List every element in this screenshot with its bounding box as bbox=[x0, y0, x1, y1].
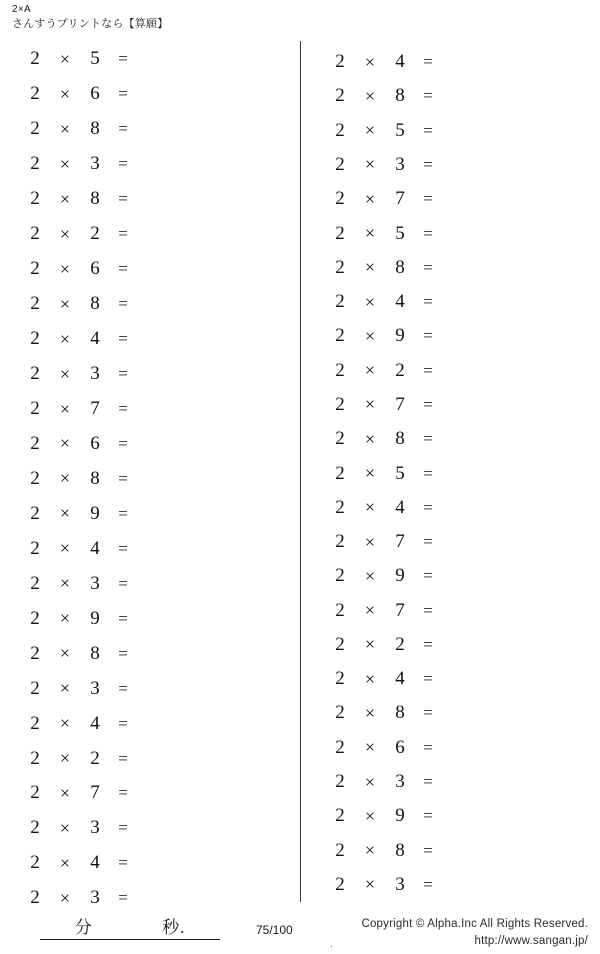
multiply-icon: × bbox=[59, 608, 71, 629]
operand-first: 2 bbox=[30, 817, 40, 839]
equals-sign: = bbox=[423, 463, 433, 483]
equals-sign: = bbox=[118, 643, 128, 663]
multiply-icon: × bbox=[364, 85, 376, 106]
problem-row bbox=[22, 252, 300, 287]
time-record-field[interactable] bbox=[40, 913, 220, 940]
multiply-icon: × bbox=[364, 428, 376, 449]
operand-first: 2 bbox=[30, 258, 40, 280]
multiply-icon: × bbox=[364, 223, 376, 244]
multiply-icon: × bbox=[364, 154, 376, 175]
operand-second: 8 bbox=[395, 839, 405, 861]
equals-sign: = bbox=[118, 119, 128, 139]
operand-first: 2 bbox=[30, 712, 40, 734]
equals-sign: = bbox=[118, 468, 128, 488]
problem-row bbox=[22, 287, 300, 322]
operand-first: 2 bbox=[30, 782, 40, 804]
operand-second: 4 bbox=[395, 51, 405, 73]
multiply-icon: × bbox=[59, 748, 71, 769]
problem-row bbox=[327, 182, 600, 216]
operand-second: 3 bbox=[90, 677, 100, 699]
problem-row bbox=[327, 354, 600, 388]
problem-row bbox=[327, 696, 600, 730]
operand-first: 2 bbox=[335, 805, 345, 827]
operand-second: 8 bbox=[395, 85, 405, 107]
operand-first: 2 bbox=[30, 328, 40, 350]
multiply-icon: × bbox=[364, 325, 376, 346]
operand-second: 4 bbox=[395, 291, 405, 313]
equals-sign: = bbox=[118, 853, 128, 873]
operand-second: 3 bbox=[395, 771, 405, 793]
operand-first: 2 bbox=[335, 428, 345, 450]
operand-second: 8 bbox=[90, 293, 100, 315]
equals-sign: = bbox=[118, 818, 128, 838]
multiply-icon: × bbox=[59, 153, 71, 174]
equals-sign: = bbox=[118, 608, 128, 628]
problem-row bbox=[22, 461, 300, 496]
equals-sign: = bbox=[423, 86, 433, 106]
equals-sign: = bbox=[423, 223, 433, 243]
equals-sign: = bbox=[118, 783, 128, 803]
problem-row bbox=[327, 79, 600, 113]
equals-sign: = bbox=[423, 429, 433, 449]
operand-second: 5 bbox=[395, 462, 405, 484]
equals-sign: = bbox=[423, 806, 433, 826]
multiply-icon: × bbox=[364, 394, 376, 415]
equals-sign: = bbox=[118, 503, 128, 523]
operand-first: 2 bbox=[30, 48, 40, 70]
multiply-icon: × bbox=[59, 258, 71, 279]
equals-sign: = bbox=[118, 888, 128, 908]
multiply-icon: × bbox=[364, 702, 376, 723]
operand-first: 2 bbox=[335, 256, 345, 278]
operand-second: 5 bbox=[395, 119, 405, 141]
site-url: http://www.sangan.jp/ bbox=[474, 935, 588, 947]
operand-first: 2 bbox=[335, 153, 345, 175]
operand-first: 2 bbox=[335, 496, 345, 518]
operand-first: 2 bbox=[335, 119, 345, 141]
equals-sign: = bbox=[423, 292, 433, 312]
multiply-icon: × bbox=[59, 328, 71, 349]
multiply-icon: × bbox=[59, 398, 71, 419]
operand-first: 2 bbox=[335, 873, 345, 895]
equals-sign: = bbox=[118, 329, 128, 349]
operand-second: 9 bbox=[90, 502, 100, 524]
multiply-icon: × bbox=[364, 188, 376, 209]
page-footer bbox=[0, 910, 600, 954]
operand-second: 8 bbox=[395, 256, 405, 278]
problem-row bbox=[22, 42, 300, 77]
operand-second: 3 bbox=[90, 817, 100, 839]
equals-sign: = bbox=[423, 600, 433, 620]
operand-second: 7 bbox=[395, 188, 405, 210]
multiply-icon: × bbox=[364, 565, 376, 586]
equals-sign: = bbox=[423, 394, 433, 414]
problem-row bbox=[22, 776, 300, 811]
equals-sign: = bbox=[423, 360, 433, 380]
multiply-icon: × bbox=[364, 257, 376, 278]
footer-dot: . bbox=[330, 939, 333, 950]
operand-second: 3 bbox=[90, 887, 100, 909]
problem-row bbox=[327, 285, 600, 319]
problem-row bbox=[22, 112, 300, 147]
problem-row bbox=[22, 77, 300, 112]
operand-second: 5 bbox=[395, 222, 405, 244]
worksheet-subtitle: さんすうプリントなら【算願】 bbox=[12, 17, 169, 30]
multiply-icon: × bbox=[364, 600, 376, 621]
operand-second: 3 bbox=[395, 873, 405, 895]
multiply-icon: × bbox=[364, 737, 376, 758]
problem-row bbox=[22, 741, 300, 776]
operand-second: 5 bbox=[90, 48, 100, 70]
problem-row bbox=[327, 799, 600, 833]
operand-first: 2 bbox=[30, 398, 40, 419]
operand-second: 8 bbox=[90, 467, 100, 489]
multiply-icon: × bbox=[59, 223, 71, 244]
problem-row bbox=[22, 811, 300, 846]
multiply-icon: × bbox=[364, 634, 376, 655]
multiply-icon: × bbox=[59, 538, 71, 559]
multiply-icon: × bbox=[364, 360, 376, 381]
operand-second: 4 bbox=[395, 668, 405, 690]
equals-sign: = bbox=[118, 154, 128, 174]
equals-sign: = bbox=[118, 748, 128, 768]
operand-first: 2 bbox=[335, 393, 345, 415]
equals-sign: = bbox=[423, 52, 433, 72]
equals-sign: = bbox=[118, 678, 128, 698]
operand-first: 2 bbox=[335, 325, 345, 347]
multiply-icon: × bbox=[59, 48, 71, 69]
operand-first: 2 bbox=[335, 531, 345, 553]
multiply-icon: × bbox=[364, 771, 376, 792]
operand-first: 2 bbox=[335, 222, 345, 244]
operand-first: 2 bbox=[335, 462, 345, 484]
multiply-icon: × bbox=[364, 840, 376, 861]
multiply-icon: × bbox=[364, 874, 376, 895]
problem-row bbox=[22, 147, 300, 182]
equals-sign: = bbox=[118, 538, 128, 558]
equals-sign: = bbox=[118, 713, 128, 733]
operand-second: 2 bbox=[90, 747, 100, 769]
equals-sign: = bbox=[423, 703, 433, 723]
problem-row bbox=[327, 833, 600, 867]
operand-second: 8 bbox=[90, 188, 100, 210]
operand-first: 2 bbox=[30, 852, 40, 874]
problem-row bbox=[22, 217, 300, 252]
problem-row bbox=[327, 559, 600, 593]
problem-row bbox=[22, 496, 300, 531]
multiply-icon: × bbox=[364, 291, 376, 312]
multiply-icon: × bbox=[364, 805, 376, 826]
operand-second: 8 bbox=[90, 118, 100, 140]
operand-second: 6 bbox=[90, 83, 100, 105]
multiply-icon: × bbox=[59, 433, 71, 454]
problem-row bbox=[22, 671, 300, 706]
operand-second: 4 bbox=[90, 712, 100, 734]
seconds-label: 秒. bbox=[162, 918, 186, 937]
operand-second: 8 bbox=[90, 642, 100, 664]
operand-second: 3 bbox=[90, 363, 100, 385]
operand-second: 7 bbox=[395, 393, 405, 415]
operand-first: 2 bbox=[335, 668, 345, 690]
copyright-text: Copyright © Alpha.Inc All Rights Reserved. bbox=[361, 918, 588, 930]
operand-first: 2 bbox=[335, 599, 345, 621]
page-header bbox=[12, 4, 168, 31]
operand-first: 2 bbox=[30, 118, 40, 140]
operand-second: 2 bbox=[395, 359, 405, 381]
operand-first: 2 bbox=[335, 633, 345, 655]
problem-row bbox=[22, 392, 300, 427]
problem-row bbox=[22, 706, 300, 741]
problem-row bbox=[22, 601, 300, 636]
operand-first: 2 bbox=[30, 432, 40, 454]
equals-sign: = bbox=[423, 154, 433, 174]
multiply-icon: × bbox=[59, 293, 71, 314]
operand-second: 6 bbox=[90, 258, 100, 280]
problem-row bbox=[327, 114, 600, 148]
operand-first: 2 bbox=[335, 736, 345, 758]
page-number: 75/100 bbox=[256, 923, 293, 937]
operand-first: 2 bbox=[335, 565, 345, 587]
problem-row bbox=[327, 148, 600, 182]
problem-row bbox=[22, 846, 300, 881]
operand-first: 2 bbox=[30, 467, 40, 489]
operand-second: 6 bbox=[395, 736, 405, 758]
multiply-icon: × bbox=[59, 852, 71, 873]
multiply-icon: × bbox=[59, 503, 71, 524]
operand-first: 2 bbox=[30, 83, 40, 105]
operand-first: 2 bbox=[30, 607, 40, 629]
operand-second: 2 bbox=[395, 633, 405, 655]
problem-row bbox=[327, 662, 600, 696]
operand-first: 2 bbox=[335, 291, 345, 313]
multiply-icon: × bbox=[59, 713, 71, 734]
problem-column-right bbox=[300, 41, 600, 902]
operand-first: 2 bbox=[30, 677, 40, 699]
equals-sign: = bbox=[423, 874, 433, 894]
multiply-icon: × bbox=[59, 573, 71, 594]
problem-row bbox=[327, 525, 600, 559]
operand-first: 2 bbox=[30, 887, 40, 909]
operand-first: 2 bbox=[30, 502, 40, 524]
worksheet-title: 2×A bbox=[12, 4, 31, 15]
equals-sign: = bbox=[423, 497, 433, 517]
equals-sign: = bbox=[118, 189, 128, 209]
equals-sign: = bbox=[423, 737, 433, 757]
equals-sign: = bbox=[423, 189, 433, 209]
equals-sign: = bbox=[118, 294, 128, 314]
problem-row bbox=[22, 182, 300, 217]
multiply-icon: × bbox=[59, 643, 71, 664]
operand-second: 9 bbox=[395, 565, 405, 587]
operand-second: 4 bbox=[90, 328, 100, 350]
equals-sign: = bbox=[423, 634, 433, 654]
operand-second: 7 bbox=[90, 782, 100, 804]
equals-sign: = bbox=[118, 573, 128, 593]
problem-row bbox=[22, 426, 300, 461]
multiply-icon: × bbox=[59, 363, 71, 384]
problem-row bbox=[22, 531, 300, 566]
operand-second: 3 bbox=[395, 153, 405, 175]
operand-second: 7 bbox=[395, 599, 405, 621]
multiply-icon: × bbox=[364, 120, 376, 141]
problem-row bbox=[327, 731, 600, 765]
operand-second: 4 bbox=[90, 852, 100, 874]
operand-second: 8 bbox=[395, 428, 405, 450]
equals-sign: = bbox=[118, 364, 128, 384]
problem-row bbox=[327, 251, 600, 285]
operand-first: 2 bbox=[335, 702, 345, 724]
operand-first: 2 bbox=[30, 747, 40, 769]
operand-second: 7 bbox=[90, 398, 100, 419]
operand-first: 2 bbox=[335, 188, 345, 210]
multiply-icon: × bbox=[59, 887, 71, 908]
equals-sign: = bbox=[118, 224, 128, 244]
problem-row bbox=[22, 566, 300, 601]
equals-sign: = bbox=[423, 257, 433, 277]
operand-first: 2 bbox=[335, 85, 345, 107]
multiply-icon: × bbox=[364, 51, 376, 72]
operand-second: 3 bbox=[90, 153, 100, 175]
equals-sign: = bbox=[423, 772, 433, 792]
problem-row bbox=[327, 45, 600, 79]
problem-row bbox=[327, 594, 600, 628]
operand-first: 2 bbox=[30, 223, 40, 245]
equals-sign: = bbox=[118, 399, 128, 418]
operand-first: 2 bbox=[30, 537, 40, 559]
multiply-icon: × bbox=[364, 531, 376, 552]
problem-row bbox=[22, 636, 300, 671]
operand-first: 2 bbox=[30, 153, 40, 175]
operand-second: 9 bbox=[90, 607, 100, 629]
problem-row bbox=[327, 216, 600, 250]
operand-first: 2 bbox=[335, 839, 345, 861]
operand-second: 2 bbox=[90, 223, 100, 245]
operand-first: 2 bbox=[335, 359, 345, 381]
problem-row bbox=[327, 628, 600, 662]
problem-row bbox=[22, 322, 300, 357]
equals-sign: = bbox=[118, 84, 128, 104]
multiply-icon: × bbox=[59, 83, 71, 104]
operand-first: 2 bbox=[30, 642, 40, 664]
problem-row bbox=[327, 456, 600, 490]
problem-row bbox=[22, 357, 300, 392]
problem-row bbox=[327, 868, 600, 902]
equals-sign: = bbox=[118, 49, 128, 69]
multiply-icon: × bbox=[59, 782, 71, 803]
operand-first: 2 bbox=[335, 51, 345, 73]
multiply-icon: × bbox=[364, 497, 376, 518]
multiply-icon: × bbox=[59, 817, 71, 838]
multiply-icon: × bbox=[59, 118, 71, 139]
operand-second: 9 bbox=[395, 325, 405, 347]
operand-second: 7 bbox=[395, 531, 405, 553]
equals-sign: = bbox=[423, 532, 433, 552]
equals-sign: = bbox=[423, 326, 433, 346]
equals-sign: = bbox=[118, 433, 128, 453]
problem-row bbox=[327, 319, 600, 353]
problem-row bbox=[327, 765, 600, 799]
equals-sign: = bbox=[423, 120, 433, 140]
operand-first: 2 bbox=[30, 572, 40, 594]
operand-second: 8 bbox=[395, 702, 405, 724]
operand-first: 2 bbox=[30, 293, 40, 315]
operand-second: 4 bbox=[395, 496, 405, 518]
equals-sign: = bbox=[118, 259, 128, 279]
multiply-icon: × bbox=[59, 468, 71, 489]
operand-second: 3 bbox=[90, 572, 100, 594]
operand-second: 6 bbox=[90, 432, 100, 454]
operand-first: 2 bbox=[335, 771, 345, 793]
operand-first: 2 bbox=[30, 363, 40, 385]
multiply-icon: × bbox=[364, 463, 376, 484]
operand-second: 9 bbox=[395, 805, 405, 827]
operand-second: 4 bbox=[90, 537, 100, 559]
operand-first: 2 bbox=[30, 188, 40, 210]
multiply-icon: × bbox=[364, 668, 376, 689]
minutes-label: 分 bbox=[74, 918, 93, 937]
equals-sign: = bbox=[423, 840, 433, 860]
problem-row bbox=[327, 491, 600, 525]
multiply-icon: × bbox=[59, 678, 71, 699]
problem-columns bbox=[0, 38, 600, 916]
multiply-icon: × bbox=[59, 188, 71, 209]
problem-column-left bbox=[0, 38, 300, 916]
problem-row bbox=[327, 388, 600, 422]
problem-row bbox=[327, 422, 600, 456]
equals-sign: = bbox=[423, 566, 433, 586]
equals-sign: = bbox=[423, 669, 433, 689]
